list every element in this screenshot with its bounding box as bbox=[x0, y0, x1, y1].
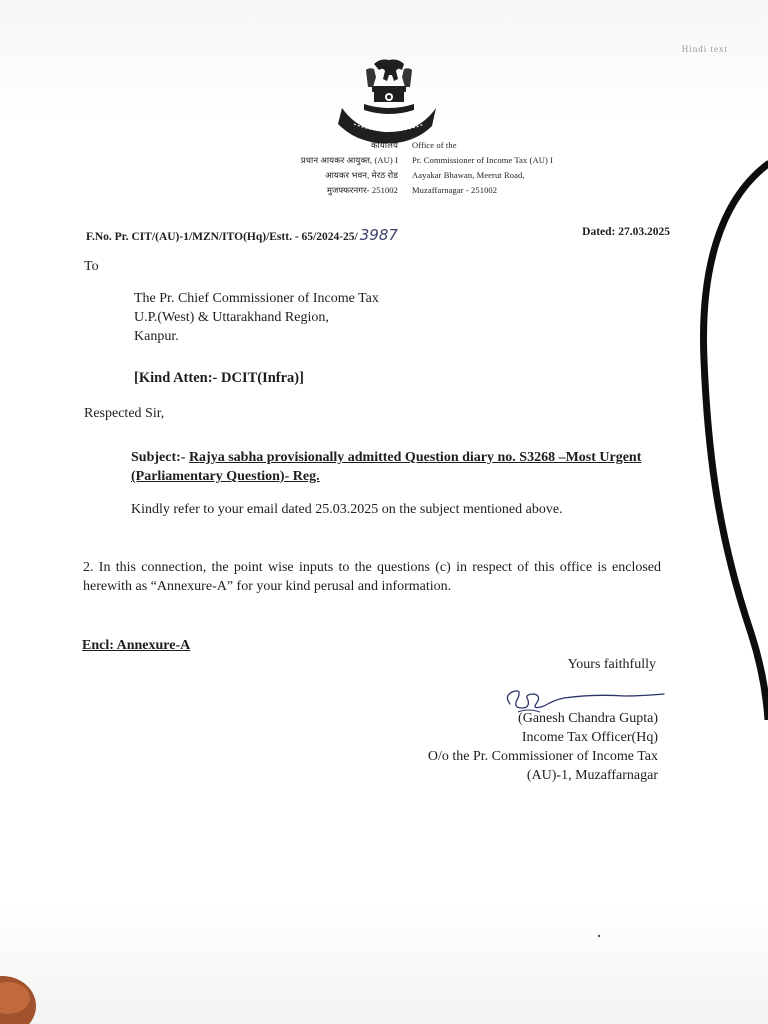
speck-mark bbox=[597, 934, 601, 938]
closing-line: Yours faithfully bbox=[567, 657, 656, 672]
subject-label: Subject:- bbox=[131, 450, 186, 465]
recipient-line: Kanpur. bbox=[134, 329, 179, 344]
cable-artifact bbox=[680, 160, 768, 720]
subject-text: Rajya sabha provisionally admitted Question diary no. S3268 –Most Urgent (Parliamentary Question)- Reg. bbox=[131, 450, 642, 484]
signatory-designation: Income Tax Officer(Hq) bbox=[521, 730, 658, 745]
header-hindi-line: प्रधान आयकर आयुक्त, (AU) I bbox=[300, 155, 398, 165]
paragraph-2: 2. In this connection, the point wise inputs to the questions (c) in respect of this office is enclosed herewith as “Annexure-A” for your kind perusal and information. bbox=[83, 560, 661, 594]
file-number-text: F.No. Pr. CIT/(AU)-1/MZN/ITO(Hq)/Estt. - 65/2024-25/ bbox=[86, 231, 358, 243]
paragraph-1 bbox=[83, 500, 661, 519]
recipient-address bbox=[134, 289, 379, 346]
letter-date: Dated: 27.03.2025 bbox=[582, 226, 670, 238]
signatory-block bbox=[428, 709, 658, 785]
to-label: To bbox=[84, 259, 99, 274]
national-emblem-icon bbox=[336, 58, 442, 144]
header-hindi-block bbox=[301, 138, 398, 198]
file-number bbox=[86, 226, 398, 244]
header-english-line: Muzaffarnagar - 251002 bbox=[412, 185, 498, 195]
top-right-note: Hindi text bbox=[681, 44, 728, 54]
recipient-line: The Pr. Chief Commissioner of Income Tax bbox=[134, 291, 379, 306]
file-number-handwritten: 3987 bbox=[359, 226, 398, 244]
header-english-block bbox=[412, 138, 553, 198]
signatory-office: O/o the Pr. Commissioner of Income Tax bbox=[427, 749, 658, 764]
header-hindi-line: मुजफ्फरनगर- 251002 bbox=[326, 185, 398, 195]
signatory-location: (AU)-1, Muzaffarnagar bbox=[526, 768, 658, 783]
recipient-line: U.P.(West) & Uttarakhand Region, bbox=[134, 310, 329, 325]
salutation: Respected Sir, bbox=[84, 406, 165, 421]
finger-artifact bbox=[0, 968, 42, 1024]
header-english-line: Pr. Commissioner of Income Tax (AU) I bbox=[412, 155, 554, 165]
subject-line bbox=[131, 448, 661, 486]
attention-line: [Kind Atten:- DCIT(Infra)] bbox=[134, 370, 304, 386]
header-hindi-line: आयकर भवन, मेरठ रोड bbox=[325, 170, 398, 180]
signatory-name: (Ganesh Chandra Gupta) bbox=[518, 711, 658, 726]
header-english-line: Office of the bbox=[412, 140, 457, 150]
header-english-line: Aayakar Bhawan, Meerut Road, bbox=[412, 170, 525, 180]
enclosure-line: Encl: Annexure-A bbox=[82, 638, 191, 653]
header-hindi-line: कार्यालय bbox=[371, 140, 398, 150]
paragraph-1-text: Kindly refer to your email dated 25.03.2025 on the subject mentioned above. bbox=[131, 502, 563, 517]
